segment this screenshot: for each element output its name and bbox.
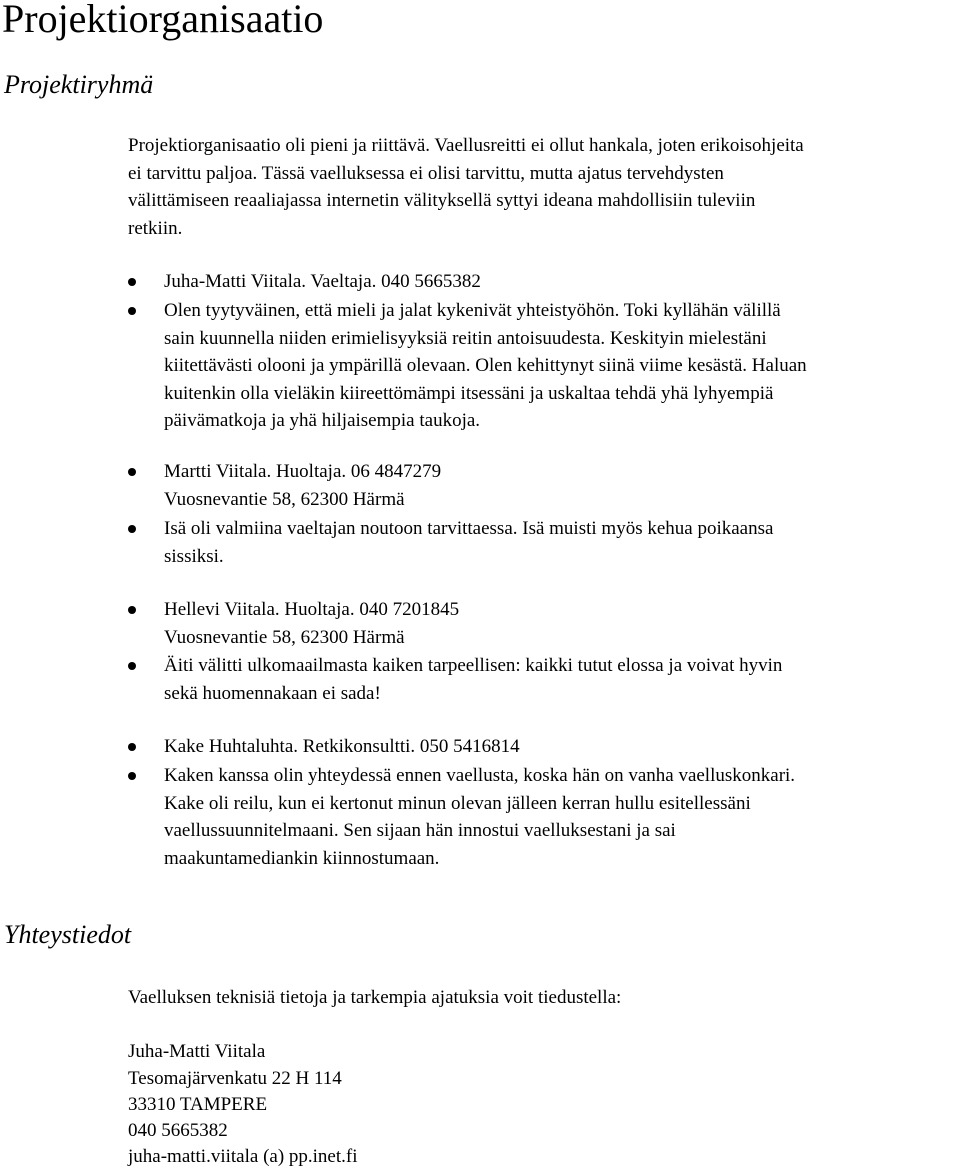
contact-email: juha-matti.viitala (a) pp.inet.fi bbox=[128, 1146, 358, 1167]
intro-line: retkiin. bbox=[128, 217, 183, 239]
list-item-line: kuitenkin olla vieläkin kiireettömämpi itsessäni ja uskaltaa tehdä yhä lyhyempiä bbox=[164, 382, 774, 404]
list-item-line: Äiti välitti ulkomaailmasta kaiken tarpeellisen: kaikki tutut elossa ja voivat hyvin bbox=[164, 655, 783, 676]
intro-line: välittämiseen reaaliajassa internetin välityksellä syttyi ideana mahdollisiin tuleviin bbox=[128, 190, 756, 211]
bullet-icon bbox=[128, 468, 136, 476]
list-item-line: Kake oli reilu, kun ei kertonut minun olevan jälleen kerran hullu esitellessäni bbox=[164, 792, 751, 814]
contact-city: 33310 TAMPERE bbox=[128, 1094, 268, 1115]
contact-phone: 040 5665382 bbox=[128, 1120, 228, 1141]
section-heading-yhteystiedot: Yhteystiedot bbox=[4, 920, 132, 949]
intro-line: ei tarvittu paljoa. Tässä vaelluksessa ei olisi tarvittu, mutta ajatus tervehdysten bbox=[128, 162, 724, 184]
list-item-line: Martti Viitala. Huoltaja. 06 4847279 bbox=[164, 461, 442, 482]
list-item-line: maakuntamediankin kiinnostumaan. bbox=[164, 847, 440, 869]
list-item-line: Isä oli valmiina vaeltajan noutoon tarvittaessa. Isä muisti myös kehua poikaansa bbox=[164, 518, 774, 539]
list-item-line: päivämatkoja ja yhä hiljaisempia taukoja. bbox=[164, 410, 481, 431]
bullet-icon bbox=[128, 606, 136, 614]
list-item-line: sissiksi. bbox=[164, 545, 224, 567]
list-item-line: Vuosnevantie 58, 62300 Härmä bbox=[164, 488, 405, 510]
bullet-icon bbox=[128, 772, 136, 780]
list-item-line: Olen tyytyväinen, että mieli ja jalat kykenivät yhteistyöhön. Toki kyllähän välillä bbox=[164, 300, 781, 321]
bullet-icon bbox=[128, 307, 136, 315]
page-title: Projektiorganisaatio bbox=[2, 0, 324, 41]
contact-street: Tesomajärvenkatu 22 H 114 bbox=[128, 1068, 342, 1089]
list-item-line: Kaken kanssa olin yhteydessä ennen vaellusta, koska hän on vanha vaelluskonkari. bbox=[164, 765, 796, 786]
list-item-line: Vuosnevantie 58, 62300 Härmä bbox=[164, 626, 405, 648]
list-item-line: sekä huomennakaan ei sada! bbox=[164, 682, 381, 704]
list-item-line: sain kuunnella niiden erimielisyyksiä reitin antoisuudesta. Keskityin mielestäni bbox=[164, 327, 767, 349]
list-item-line: Kake Huhtaluhta. Retkikonsultti. 050 5416814 bbox=[164, 736, 520, 757]
intro-paragraph bbox=[128, 132, 804, 242]
bullet-icon bbox=[128, 525, 136, 533]
contact-name: Juha-Matti Viitala bbox=[128, 1041, 266, 1062]
bullet-icon bbox=[128, 662, 136, 670]
list-item-line: vaellussuunnitelmaani. Sen sijaan hän innostui vaelluksestani ja sai bbox=[164, 820, 676, 841]
list-item-line: kiitettävästi olooni ja ympärillä olevaan. Olen kehittynyt siinä viime kesästä. Haluan bbox=[164, 355, 807, 376]
intro-line: Projektiorganisaatio oli pieni ja riittävä. Vaellusreitti ei ollut hankala, joten erikoisohjeita bbox=[128, 135, 804, 156]
list-item-line: Hellevi Viitala. Huoltaja. 040 7201845 bbox=[164, 599, 460, 620]
contact-intro: Vaelluksen teknisiä tietoja ja tarkempia ajatuksia voit tiedustella: bbox=[128, 987, 622, 1008]
section-heading-projektiryhma: Projektiryhmä bbox=[4, 70, 154, 99]
bullet-icon bbox=[128, 278, 136, 286]
bullet-icon bbox=[128, 743, 136, 751]
list-item-line: Juha-Matti Viitala. Vaeltaja. 040 5665382 bbox=[164, 271, 481, 292]
